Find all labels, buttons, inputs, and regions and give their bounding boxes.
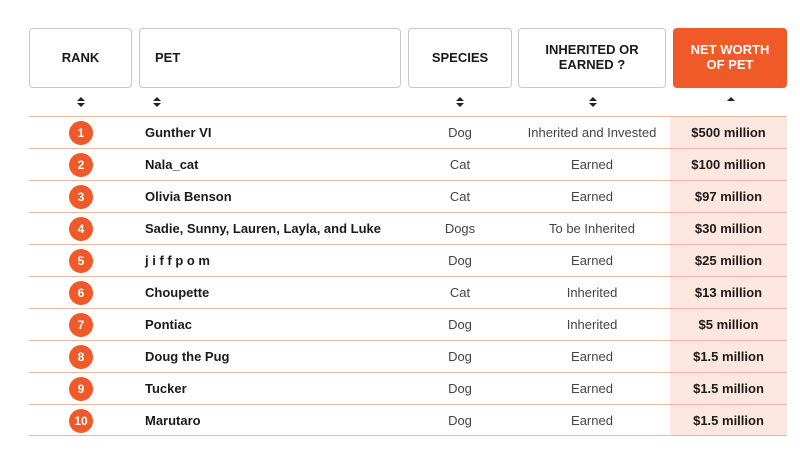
sort-net-worth-icon[interactable] — [726, 95, 736, 109]
species-cell: Cat — [449, 157, 471, 172]
table-row — [29, 244, 787, 276]
net-worth-cell: $500 million — [691, 125, 766, 140]
net-worth-cell: $97 million — [694, 189, 763, 204]
species-cell: Dog — [448, 317, 472, 332]
species-cell: Cat — [449, 285, 471, 300]
header-pet-label: PET — [155, 49, 181, 65]
header-pet[interactable] — [139, 28, 401, 88]
table-row — [29, 276, 787, 308]
net-worth-cell: $13 million — [694, 285, 763, 300]
source-cell: Earned — [571, 157, 613, 172]
header-source-label: INHERITED OR EARNED ? — [545, 42, 639, 72]
header-rank-label: RANK — [61, 49, 100, 65]
rank-badge: 7 — [69, 313, 93, 337]
header-rank[interactable] — [29, 28, 132, 88]
source-cell: Inherited — [566, 317, 618, 332]
pet-name: Nala_cat — [145, 157, 199, 172]
net-worth-cell: $30 million — [694, 221, 763, 236]
table-row — [29, 308, 787, 340]
header-source[interactable] — [518, 28, 666, 88]
sort-rank-icon[interactable] — [76, 95, 86, 109]
net-worth-cell: $5 million — [698, 317, 759, 332]
species-cell: Cat — [449, 189, 471, 204]
rank-badge: 9 — [69, 377, 93, 401]
net-worth-cell: $25 million — [694, 253, 763, 268]
rank-badge: 10 — [69, 409, 93, 433]
rank-badge: 4 — [69, 217, 93, 241]
table-row — [29, 180, 787, 212]
table-row — [29, 148, 787, 180]
net-worth-cell: $1.5 million — [693, 381, 764, 396]
rank-badge: 6 — [69, 281, 93, 305]
source-cell: Earned — [571, 349, 613, 364]
net-worth-cell: $1.5 million — [693, 413, 764, 428]
source-cell: To be Inherited — [548, 221, 635, 236]
net-worth-cell: $100 million — [691, 157, 766, 172]
rank-badge: 3 — [69, 185, 93, 209]
header-net-worth[interactable] — [673, 28, 787, 88]
species-cell: Dog — [448, 253, 472, 268]
pet-name: Tucker — [145, 381, 187, 396]
rank-badge: 1 — [69, 121, 93, 145]
header-species-label: SPECIES — [431, 49, 489, 65]
species-cell: Dog — [448, 413, 472, 428]
source-cell: Inherited — [566, 285, 618, 300]
table-row — [29, 372, 787, 404]
sort-source-icon[interactable] — [588, 95, 598, 109]
species-cell: Dog — [448, 349, 472, 364]
pet-name: Doug the Pug — [145, 349, 230, 364]
pet-name: Pontiac — [145, 317, 192, 332]
pet-name: j i f f p o m — [145, 253, 210, 268]
table-row — [29, 404, 787, 436]
sort-species-icon[interactable] — [455, 95, 465, 109]
pet-name: Choupette — [145, 285, 210, 300]
species-cell: Dogs — [444, 221, 476, 236]
rank-badge: 5 — [69, 249, 93, 273]
table-row — [29, 116, 787, 148]
rank-badge: 8 — [69, 345, 93, 369]
pet-name: Olivia Benson — [145, 189, 232, 204]
source-cell: Inherited and Invested — [527, 125, 657, 140]
table-row — [29, 340, 787, 372]
net-worth-cell: $1.5 million — [693, 349, 764, 364]
table-row — [29, 212, 787, 244]
source-cell: Earned — [571, 253, 613, 268]
rank-badge: 2 — [69, 153, 93, 177]
header-net-worth-label: NET WORTH OF PET — [690, 42, 770, 72]
sort-pet-icon[interactable] — [152, 95, 162, 109]
species-cell: Dog — [448, 125, 472, 140]
source-cell: Earned — [571, 189, 613, 204]
pet-name: Gunther VI — [145, 125, 212, 140]
species-cell: Dog — [448, 381, 472, 396]
source-cell: Earned — [571, 381, 613, 396]
pet-name: Sadie, Sunny, Lauren, Layla, and Luke — [145, 221, 381, 236]
pet-name: Marutaro — [145, 413, 201, 428]
source-cell: Earned — [571, 413, 613, 428]
header-species[interactable] — [408, 28, 512, 88]
